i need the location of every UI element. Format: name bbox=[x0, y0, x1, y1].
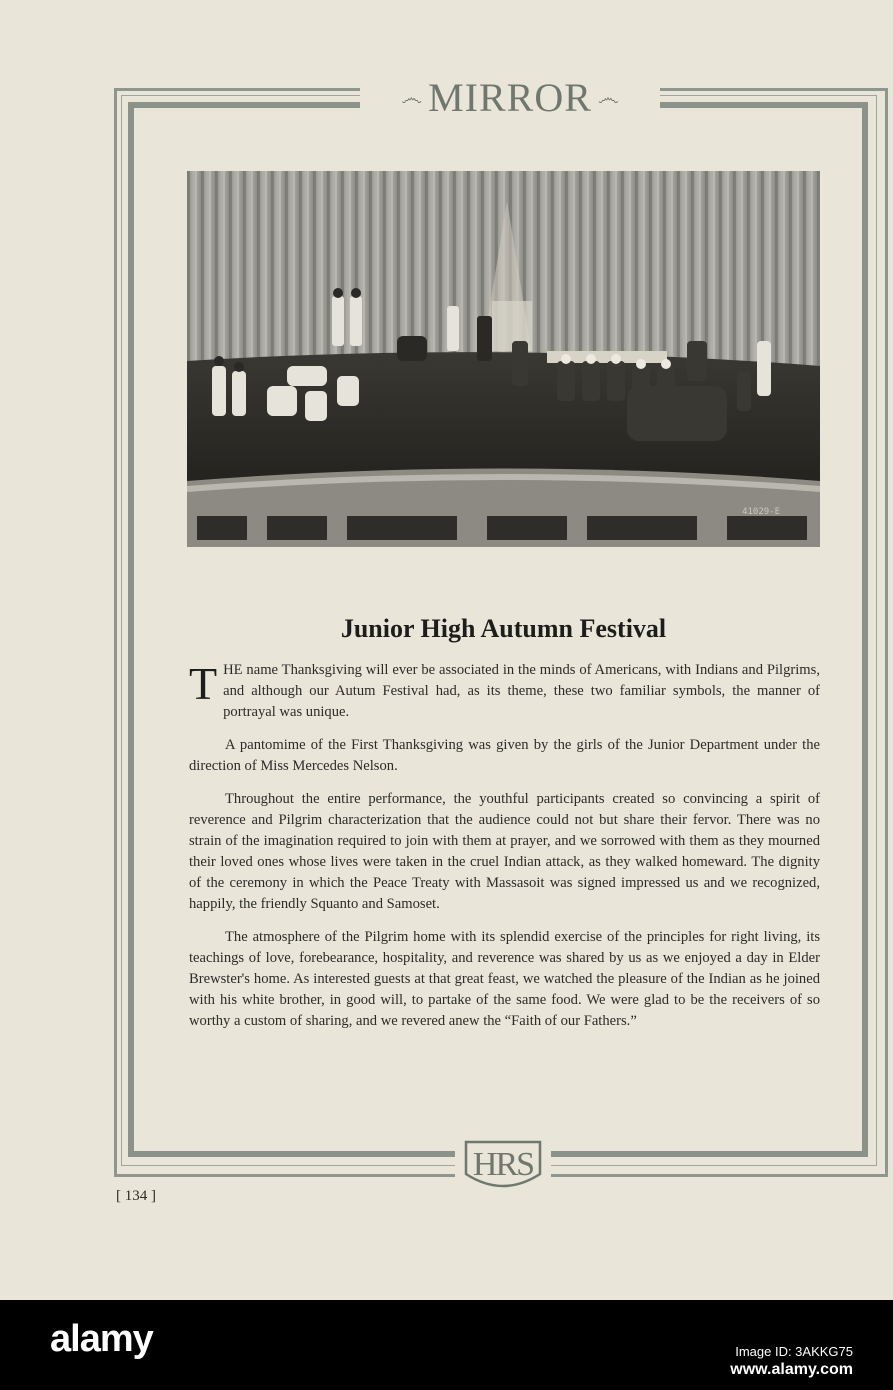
monogram-text: HRS bbox=[472, 1146, 534, 1183]
paragraph-4: The atmosphere of the Pilgrim home with its splendid exercise of the principles for right living, its teachings of love, forebearance, hospitality, and reverence was shared by us as we enjoyed a day in Elder Brewster's home. As interested guests at that great feast, we watched the pleasure of the Indian as he joined with his white brother, in good will, to partake of the same food. We were glad to be the receivers of so worthy a custom of sharing, and we revered anew the “Faith of our Fathers.” bbox=[189, 929, 820, 1029]
hrs-monogram bbox=[458, 1138, 548, 1196]
paragraph-3: Throughout the entire performance, the youthful participants created so convincing a spirit of reverence and Pilgrim characterization that the audience could not but share their fervor. There was no strain of the imagination required to join with them at prayer, and we sorrowed with them as they mourned their loved ones whose lives were taken in the cruel Indian attack, as they walked homeward. The dignity of the ceremony in which the Peace Treaty with Massasoit was signed impressed us and we recognized, happily, the friendly Squanto and Samoset. bbox=[189, 791, 820, 912]
watermark-info bbox=[730, 1344, 853, 1379]
drop-cap: T bbox=[189, 658, 218, 709]
page-number: [ 134 ] bbox=[116, 1188, 156, 1204]
article-body bbox=[189, 660, 820, 1044]
plate-number: 41029-E bbox=[742, 507, 780, 517]
watermark-logo: alamy bbox=[50, 1318, 153, 1360]
masthead bbox=[360, 76, 660, 120]
stage-photograph bbox=[187, 171, 820, 547]
paragraph-1-text: HE name Thanksgiving will ever be associated in the minds of Americans, with Indians and Pilgrims, and although our Autum Festival had, as its theme, these two familiar symbols, the manner of portrayal was unique. bbox=[223, 662, 820, 720]
watermark-site: www.alamy.com bbox=[730, 1361, 853, 1378]
paragraph-1 bbox=[189, 660, 820, 723]
stage-scene-illustration bbox=[187, 171, 820, 547]
left-scroll-ornament-icon: ෴ bbox=[401, 85, 423, 110]
masthead-title: MIRROR bbox=[428, 75, 592, 120]
watermark-image-id: Image ID: 3AKKG75 bbox=[735, 1344, 853, 1359]
paragraph-2: A pantomime of the First Thanksgiving was given by the girls of the Junior Department under the direction of Miss Mercedes Nelson. bbox=[189, 737, 820, 774]
article-headline: Junior High Autumn Festival bbox=[340, 614, 667, 643]
right-scroll-ornament-icon: ෴ bbox=[597, 85, 619, 110]
